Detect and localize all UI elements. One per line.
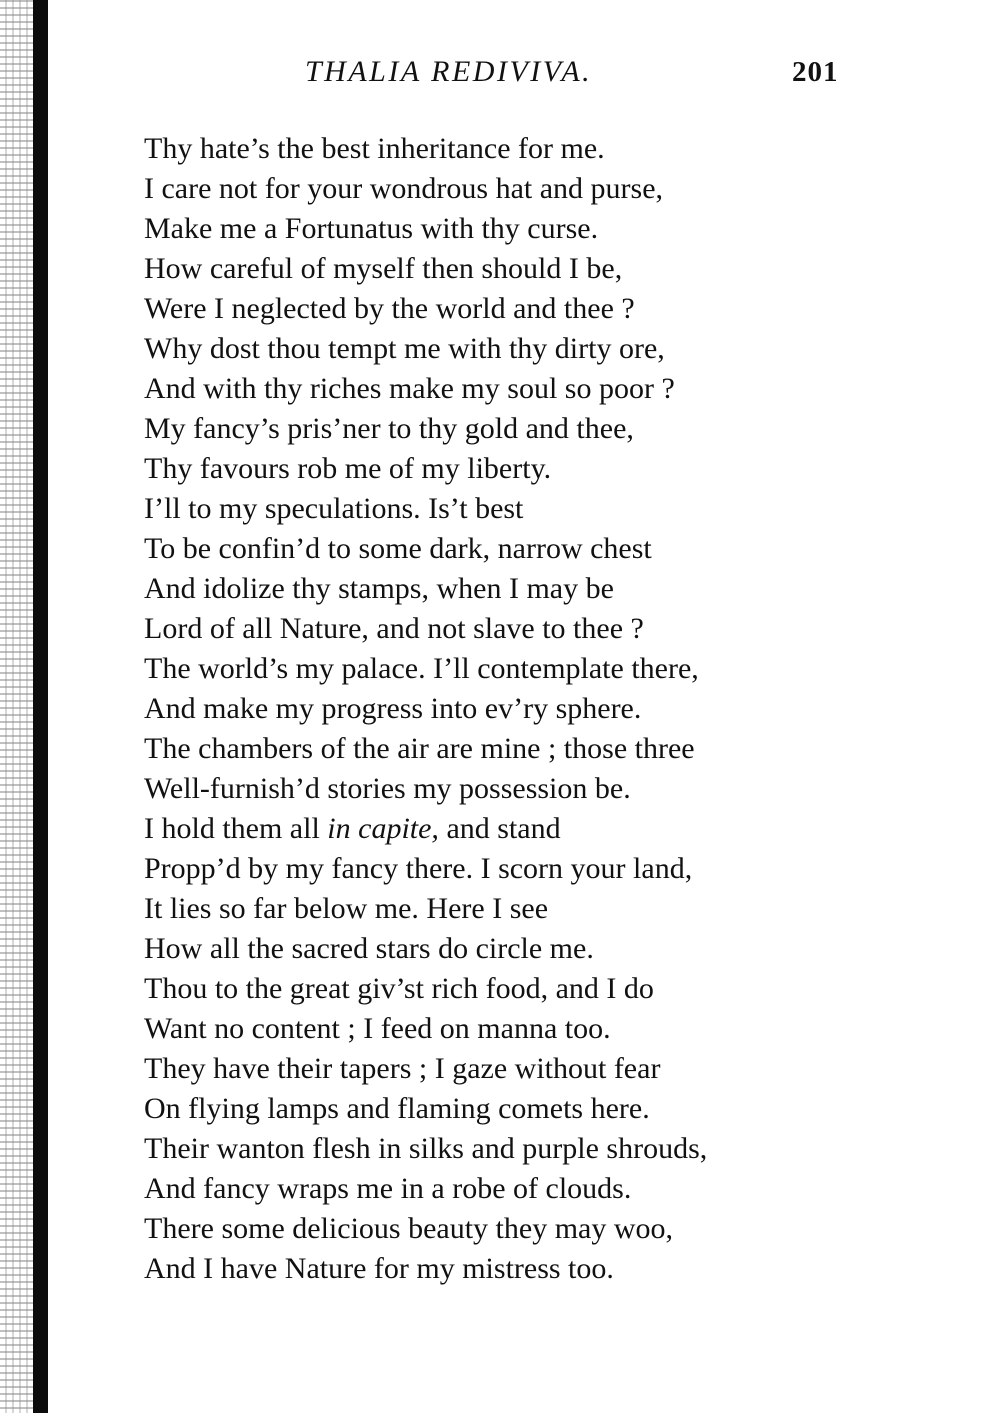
poem-line: I care not for your wondrous hat and purse, [144,172,664,205]
poem-line: The chambers of the air are mine ; those three [144,732,695,765]
poem-line: And idolize thy stamps, when I may be [144,572,614,605]
poem-line: And I have Nature for my mistress too. [144,1252,614,1285]
poem-line: Thy hate’s the best inheritance for me. [144,132,605,165]
poem-line: Lord of all Nature, and not slave to thee ? [144,612,644,645]
poem-line: And make my progress into ev’ry sphere. [144,692,642,725]
poem-line-in-capite [144,809,844,849]
poem-line: My fancy’s pris’ner to thy gold and thee, [144,412,634,445]
running-head [0,52,1000,102]
poem-line: And with thy riches make my soul so poor ? [144,372,675,405]
poem-line: I’ll to my speculations. Is’t best [144,492,524,525]
poem-line: And fancy wraps me in a robe of clouds. [144,1172,632,1205]
poem-line: Make me a Fortunatus with thy curse. [144,212,599,245]
poem-line: Were I neglected by the world and thee ? [144,292,635,325]
poem-line: It lies so far below me. Here I see [144,892,549,925]
poem-line-text-before: I hold them all [144,812,328,845]
poem-line: There some delicious beauty they may woo, [144,1212,674,1245]
running-title: THALIA REDIVIVA. [305,55,593,88]
poem-line: Thy favours rob me of my liberty. [144,452,552,485]
latin-phrase: in capite, [327,812,439,845]
poem-line-text-after: and stand [438,812,561,845]
page-binding-edge [0,0,50,1413]
poem-line: Well-furnish’d stories my possession be. [144,772,631,805]
poem-line: How all the sacred stars do circle me. [144,932,594,965]
binding-shadow [33,0,48,1413]
poem-line: Want no content ; I feed on manna too. [144,1012,611,1045]
poem-line: How careful of myself then should I be, [144,252,623,285]
poem-line: Their wanton flesh in silks and purple shrouds, [144,1132,708,1165]
poem-line: Propp’d by my fancy there. I scorn your land, [144,852,693,885]
poem-line: Why dost thou tempt me with thy dirty ore, [144,332,665,365]
poem-line: The world’s my palace. I’ll contemplate there, [144,652,699,685]
poem-line: On flying lamps and flaming comets here. [144,1092,650,1125]
page-number: 201 [792,56,839,88]
poem-body [144,129,844,1289]
poem-line: They have their tapers ; I gaze without fear [144,1052,661,1085]
poem-line: Thou to the great giv’st rich food, and I do [144,972,654,1005]
binding-speckle [0,0,34,1413]
poem-line: To be confin’d to some dark, narrow chest [144,532,652,565]
